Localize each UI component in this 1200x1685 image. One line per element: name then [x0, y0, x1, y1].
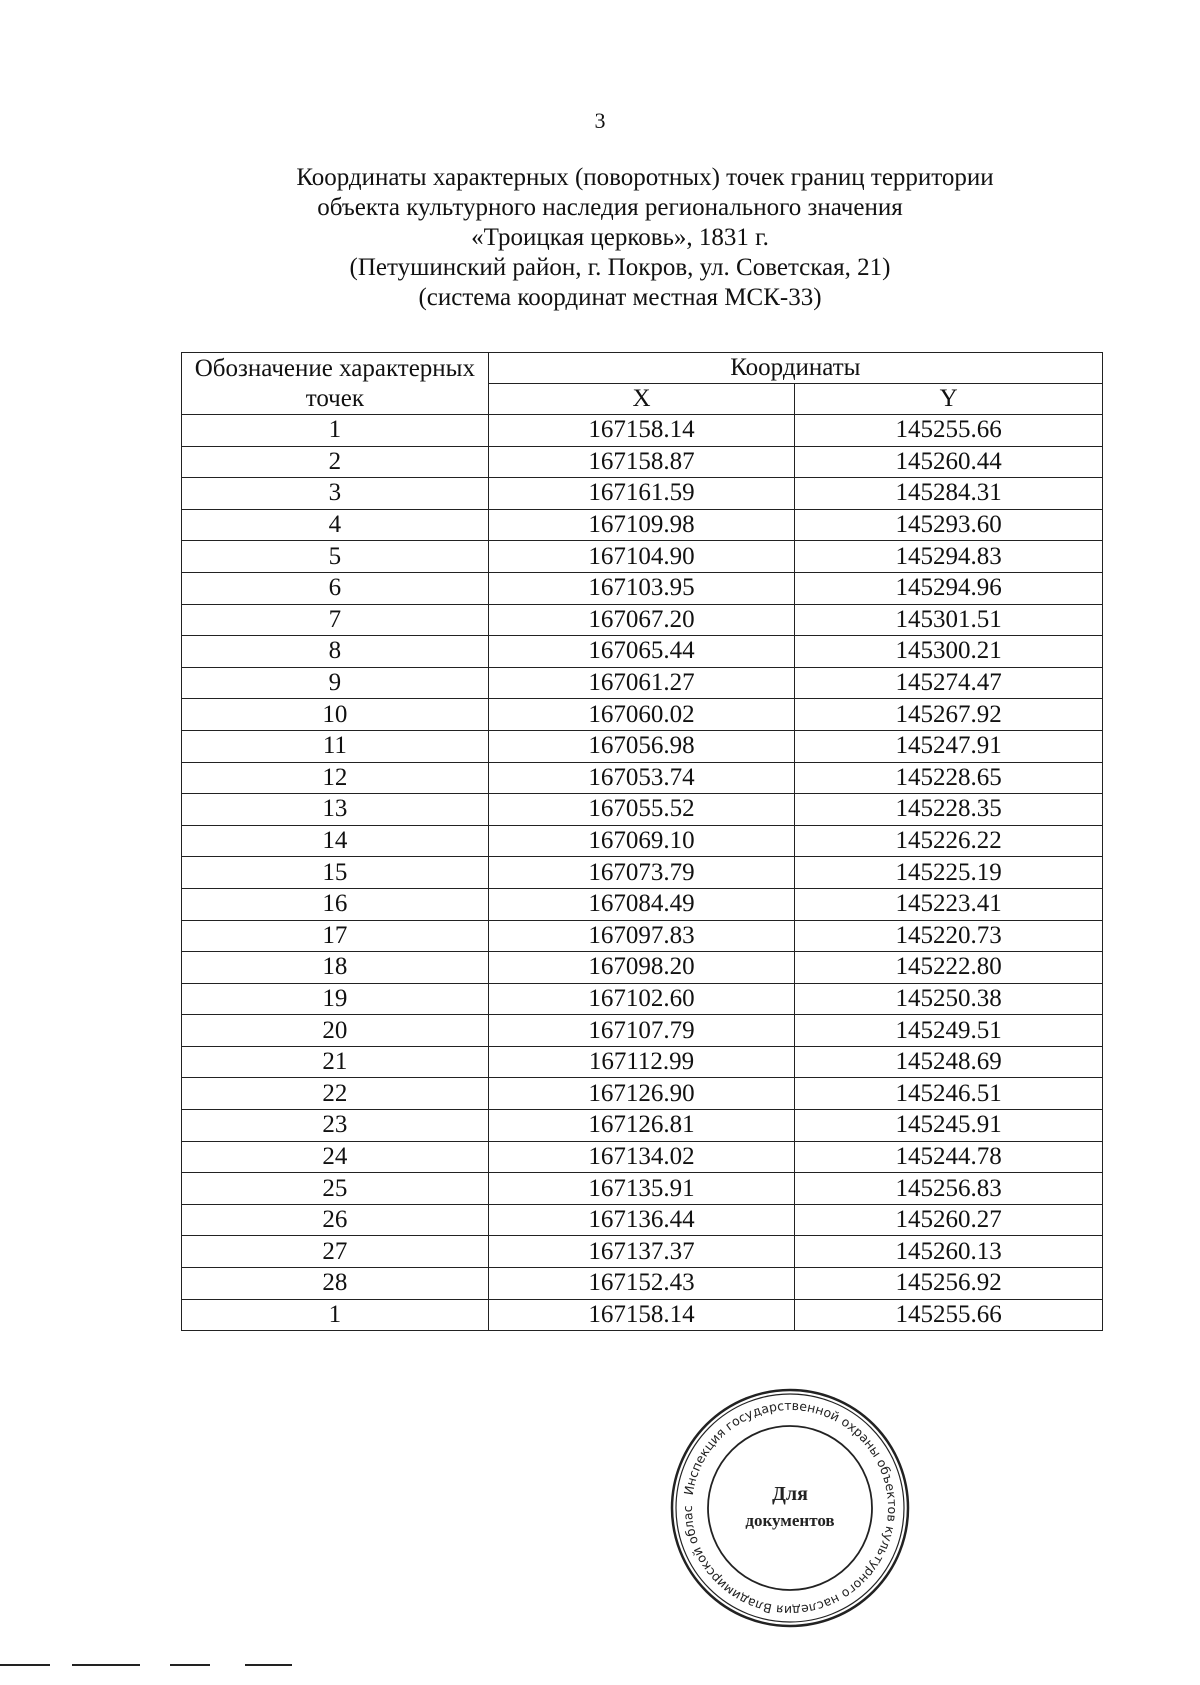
- y-cell: 145228.65: [795, 762, 1103, 794]
- x-cell: 167098.20: [488, 952, 795, 984]
- y-cell: 145300.21: [795, 636, 1103, 668]
- header-coordinates: Координаты: [488, 353, 1102, 384]
- header-y: Y: [795, 384, 1103, 415]
- point-cell: 10: [182, 699, 489, 731]
- table-row: [182, 541, 1103, 573]
- point-cell: 3: [182, 478, 489, 510]
- y-cell: 145301.51: [795, 604, 1103, 636]
- point-cell: 7: [182, 604, 489, 636]
- y-cell: 145284.31: [795, 478, 1103, 510]
- y-cell: 145225.19: [795, 857, 1103, 889]
- y-cell: 145255.66: [795, 1299, 1103, 1331]
- point-cell: 13: [182, 794, 489, 826]
- table-row: [182, 572, 1103, 604]
- table-row: [182, 415, 1103, 447]
- y-cell: 145220.73: [795, 920, 1103, 952]
- table-row: [182, 825, 1103, 857]
- table-row: [182, 446, 1103, 478]
- table-row: [182, 1110, 1103, 1142]
- table-row: [182, 1173, 1103, 1205]
- x-cell: 167137.37: [488, 1236, 795, 1268]
- y-cell: 145248.69: [795, 1046, 1103, 1078]
- x-cell: 167161.59: [488, 478, 795, 510]
- table-row: [182, 730, 1103, 762]
- point-cell: 16: [182, 888, 489, 920]
- x-cell: 167069.10: [488, 825, 795, 857]
- x-cell: 167158.14: [488, 415, 795, 447]
- coordinates-body: [182, 415, 1103, 1331]
- point-cell: 4: [182, 509, 489, 541]
- point-cell: 11: [182, 730, 489, 762]
- table-row: [182, 478, 1103, 510]
- table-row: [182, 699, 1103, 731]
- table-row: [182, 636, 1103, 668]
- point-cell: 14: [182, 825, 489, 857]
- x-cell: 167126.90: [488, 1078, 795, 1110]
- point-cell: 18: [182, 952, 489, 984]
- point-cell: 1: [182, 1299, 489, 1331]
- x-cell: 167152.43: [488, 1268, 795, 1300]
- table-row: [182, 667, 1103, 699]
- x-cell: 167056.98: [488, 730, 795, 762]
- point-cell: 28: [182, 1268, 489, 1300]
- stamp-center-line-1: Для: [772, 1483, 808, 1505]
- table-row: [182, 857, 1103, 889]
- footer-dash-marks: [0, 1663, 320, 1667]
- table-row: [182, 1299, 1103, 1331]
- x-cell: 167107.79: [488, 1015, 795, 1047]
- x-cell: 167067.20: [488, 604, 795, 636]
- x-cell: 167103.95: [488, 572, 795, 604]
- point-cell: 12: [182, 762, 489, 794]
- x-cell: 167102.60: [488, 983, 795, 1015]
- table-row: [182, 1078, 1103, 1110]
- point-cell: 8: [182, 636, 489, 668]
- y-cell: 145256.92: [795, 1268, 1103, 1300]
- official-stamp: [668, 1386, 912, 1630]
- table-row: [182, 604, 1103, 636]
- y-cell: 145222.80: [795, 952, 1103, 984]
- table-row: [182, 888, 1103, 920]
- header-points: Обозначение характерных точек: [182, 353, 489, 415]
- y-cell: 145294.96: [795, 572, 1103, 604]
- title-line-1: Координаты характерных (поворотных) точек границ территории: [296, 164, 994, 191]
- y-cell: 145246.51: [795, 1078, 1103, 1110]
- point-cell: 20: [182, 1015, 489, 1047]
- point-cell: 1: [182, 415, 489, 447]
- stamp-ring-text: Инспекция государственной охраны объектов культурного наследия Владимирской облас: [679, 1397, 901, 1619]
- stamp-seal-icon: [668, 1386, 912, 1630]
- title-line-4: (Петушинский район, г. Покров, ул. Советская, 21): [349, 254, 891, 281]
- point-cell: 27: [182, 1236, 489, 1268]
- y-cell: 145256.83: [795, 1173, 1103, 1205]
- stamp-center-line-2: документов: [745, 1511, 835, 1530]
- table-row: [182, 794, 1103, 826]
- x-cell: 167158.87: [488, 446, 795, 478]
- y-cell: 145223.41: [795, 888, 1103, 920]
- y-cell: 145294.83: [795, 541, 1103, 573]
- y-cell: 145260.44: [795, 446, 1103, 478]
- table-row: [182, 1141, 1103, 1173]
- y-cell: 145247.91: [795, 730, 1103, 762]
- title-line-5: (система координат местная МСК-33): [418, 284, 822, 311]
- table-row: [182, 1204, 1103, 1236]
- point-cell: 23: [182, 1110, 489, 1142]
- y-cell: 145274.47: [795, 667, 1103, 699]
- point-cell: 6: [182, 572, 489, 604]
- y-cell: 145228.35: [795, 794, 1103, 826]
- table-row: [182, 509, 1103, 541]
- table-row: [182, 1046, 1103, 1078]
- point-cell: 25: [182, 1173, 489, 1205]
- title-line-2: объекта культурного наследия регионального значения: [317, 194, 903, 221]
- x-cell: 167104.90: [488, 541, 795, 573]
- table-row: [182, 1236, 1103, 1268]
- x-cell: 167060.02: [488, 699, 795, 731]
- point-cell: 9: [182, 667, 489, 699]
- point-cell: 2: [182, 446, 489, 478]
- table-row: [182, 920, 1103, 952]
- table-row: [182, 983, 1103, 1015]
- table-row: [182, 952, 1103, 984]
- point-cell: 15: [182, 857, 489, 889]
- y-cell: 145260.13: [795, 1236, 1103, 1268]
- y-cell: 145249.51: [795, 1015, 1103, 1047]
- x-cell: 167112.99: [488, 1046, 795, 1078]
- page-number: 3: [594, 108, 606, 133]
- point-cell: 24: [182, 1141, 489, 1173]
- x-cell: 167055.52: [488, 794, 795, 826]
- x-cell: 167084.49: [488, 888, 795, 920]
- y-cell: 145293.60: [795, 509, 1103, 541]
- x-cell: 167097.83: [488, 920, 795, 952]
- x-cell: 167053.74: [488, 762, 795, 794]
- header-x: X: [488, 384, 795, 415]
- point-cell: 5: [182, 541, 489, 573]
- x-cell: 167065.44: [488, 636, 795, 668]
- document-title: [0, 163, 1200, 313]
- title-line-3: «Троицкая церковь», 1831 г.: [471, 224, 769, 251]
- table-row: [182, 762, 1103, 794]
- table-row: [182, 1268, 1103, 1300]
- y-cell: 145255.66: [795, 415, 1103, 447]
- point-cell: 21: [182, 1046, 489, 1078]
- x-cell: 167136.44: [488, 1204, 795, 1236]
- x-cell: 167109.98: [488, 509, 795, 541]
- x-cell: 167135.91: [488, 1173, 795, 1205]
- point-cell: 26: [182, 1204, 489, 1236]
- y-cell: 145245.91: [795, 1110, 1103, 1142]
- x-cell: 167126.81: [488, 1110, 795, 1142]
- point-cell: 22: [182, 1078, 489, 1110]
- y-cell: 145250.38: [795, 983, 1103, 1015]
- x-cell: 167073.79: [488, 857, 795, 889]
- x-cell: 167158.14: [488, 1299, 795, 1331]
- y-cell: 145260.27: [795, 1204, 1103, 1236]
- x-cell: 167134.02: [488, 1141, 795, 1173]
- table-row: [182, 1015, 1103, 1047]
- y-cell: 145244.78: [795, 1141, 1103, 1173]
- x-cell: 167061.27: [488, 667, 795, 699]
- y-cell: 145226.22: [795, 825, 1103, 857]
- coordinates-table: [181, 352, 1103, 1331]
- point-cell: 17: [182, 920, 489, 952]
- y-cell: 145267.92: [795, 699, 1103, 731]
- point-cell: 19: [182, 983, 489, 1015]
